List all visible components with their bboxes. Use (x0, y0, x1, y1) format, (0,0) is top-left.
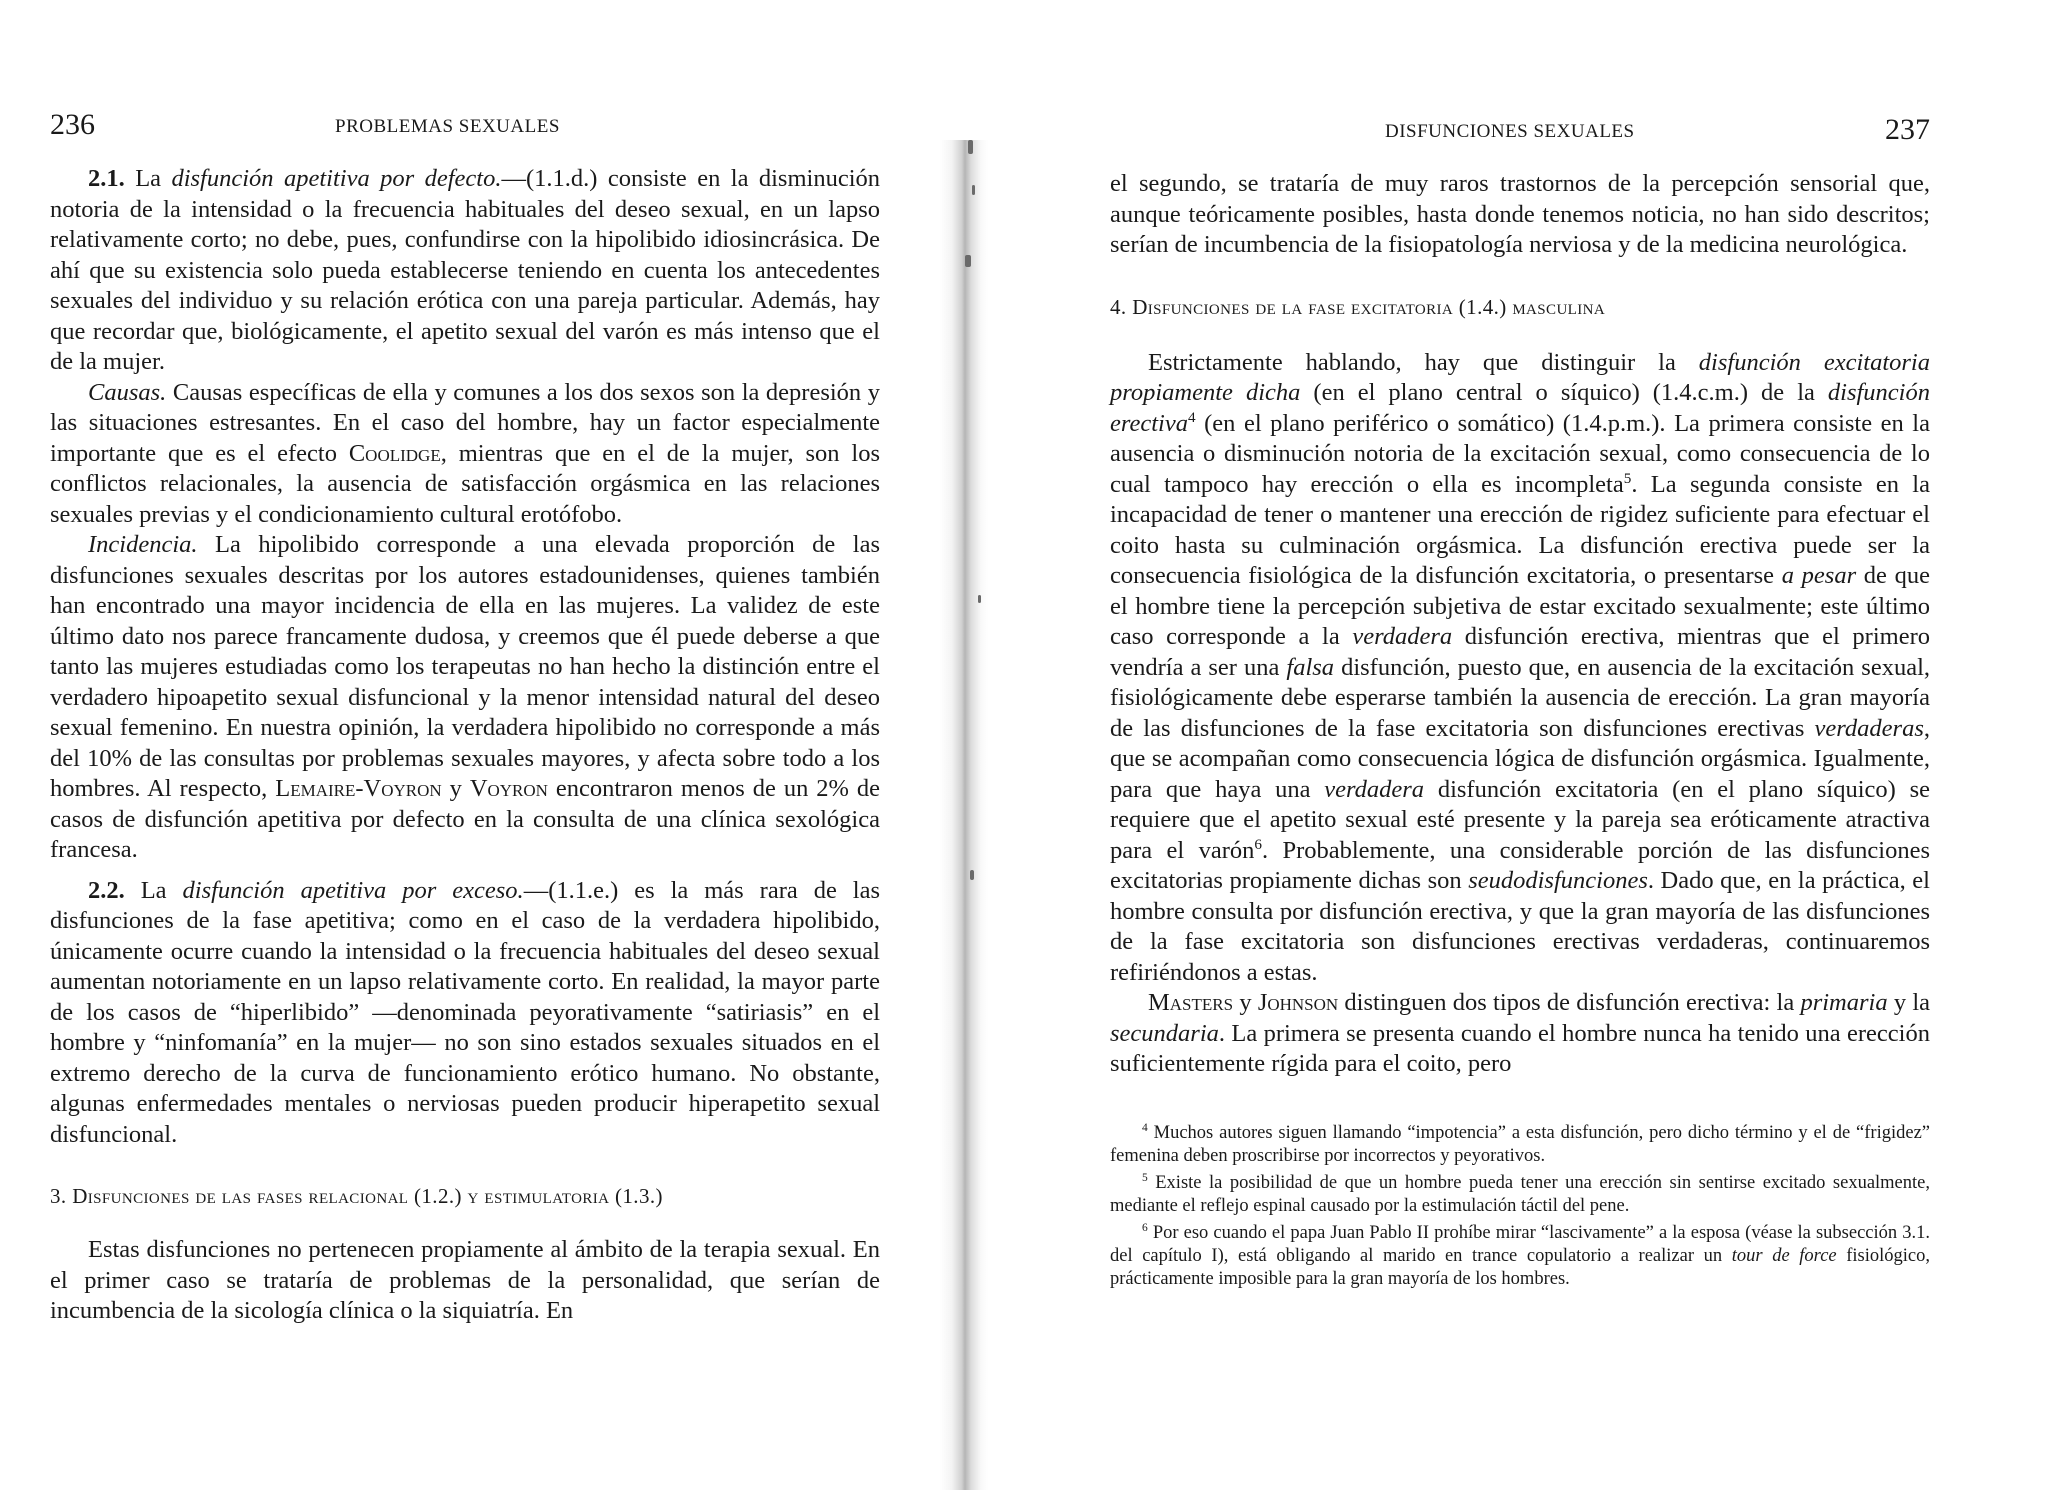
text-run: (en el plano periférico o somático) (1.4.p.m.). La primera consiste en la ausencia o disminución notoria de la excitación sexual, como consecuencia de lo cual tampoco hay erección o ella es incompleta (1110, 409, 1930, 498)
heading-number: 4. (1110, 294, 1127, 319)
footnote-ref: 4 (1188, 408, 1196, 426)
term-italic: disfunción apetitiva por exceso. (182, 876, 524, 904)
footnote-6 (1110, 1222, 1930, 1291)
incidencia-paragraph (50, 530, 880, 866)
author-name: Johnson (1257, 989, 1339, 1016)
footnote-text: Existe la posibilidad de que un hombre pueda tener una erección sin sentirse excitado sexualmente, mediante el reflejo espinal causado por la estimulación táctil del pene. (1110, 1172, 1930, 1216)
footnote-ref: 5 (1623, 469, 1632, 487)
text-run: de que el hombre tiene la percepción subjetiva de estar excitado sexualmente; este último caso corresponde a la (1110, 562, 1930, 650)
masters-johnson-paragraph (1110, 988, 1930, 1080)
right-page-header (1110, 113, 1930, 163)
footnote-number: 5 (1142, 1171, 1148, 1184)
term-italic: verdadera (1352, 623, 1453, 650)
footnote-text: Muchos autores siguen llamando “impotencia” a esta disfunción, pero dicho término y el de “frigidez” femenina deben proscribirse por incorrectos y peyorativos. (1110, 1122, 1930, 1166)
text-run: y la (1887, 989, 1931, 1016)
causas-paragraph (50, 378, 880, 531)
text-run: La hipolibido corresponde a una elevada proporción de las disfunciones sexuales descritas por los autores estadounidenses, quienes también han encontrado una mayor incidencia de ella en las mujeres. La validez de este último dato nos parece francamente dudosa, y creemos que él puede deberse a que tanto las mujeres estudiadas como los terapeutas no han hecho la distinción entre el verdadero hipoapetito sexual disfuncional y la menor intensidad natural del deseo sexual femenino. En nuestra opinión, la verdadera hipolibido no corresponde a más del 10% de las consultas por problemas sexuales mayores, y afecta sobre todo a los hombres. Al respecto, (50, 531, 880, 802)
section-3-paragraph: Estas disfunciones no pertenecen propiamente al ámbito de la terapia sexual. En el primer caso se trataría de problemas de la personalidad, que serían de incumbencia de la sicología clínica o la siquiatría. En (50, 1236, 880, 1324)
text-run: , mientras que en el de la mujer, son los conflictos relacionales, la ausencia de satisfacción orgásmica en las relaciones sexuales previas y el condicionamiento cultural erotófobo. (50, 439, 881, 528)
term-italic: primaria (1800, 989, 1888, 1016)
section-number: 2.2. (88, 876, 125, 904)
text-run: La (135, 165, 162, 192)
text-run: encontraron menos de un 2% de casos de disfunción apetitiva por defecto en la consulta de una clínica sexológica francesa. (50, 775, 880, 863)
left-page (50, 108, 880, 1327)
section-2-1-paragraph (50, 164, 880, 378)
footnote-4 (1110, 1122, 1930, 1168)
gutter-speck (972, 185, 975, 195)
gutter-speck (970, 870, 974, 880)
text-run: disfunción erectiva, mientras que el primero vendría a ser una (1110, 623, 1930, 681)
text-run: La (140, 876, 167, 904)
text-run: disfunción, puesto que, en ausencia de la excitación sexual, fisiológicamente debe esperarse también la ausencia de erección. La gran mayoría de las disfunciones de la fase excitatoria son disfunciones erectivas (1110, 653, 1931, 742)
text-run: Estrictamente hablando, hay que distinguir la (1148, 348, 1699, 376)
author-name: Voyron (469, 775, 548, 802)
page-number: 237 (1885, 113, 1930, 146)
heading-text: Disfunciones de las fases relacional (1.2.) y estimulatoria (1.3.) (72, 1184, 663, 1208)
text-run: . La primera se presenta cuando el hombre nunca ha tenido una erección suficientemente rígida para el coito, pero (1110, 1019, 1930, 1077)
term-italic: disfunción erectiva (1110, 379, 1930, 437)
section-3-heading (50, 1184, 880, 1209)
author-name: Coolidge (348, 439, 441, 467)
text-run: . Dado que, en la práctica, el hombre consulta por disfunción erectiva, y que la gran mayoría de las disfunciones de la fase excitatoria son disfunciones erectivas verdaderas, continuaremos refiriéndonos a estas. (1110, 867, 1930, 986)
text-run: disfunción excitatoria (en el plano síquico) se requiere que el apetito sexual esté presente y la pareja sea eróticamente atractiva para el varón (1110, 775, 1930, 864)
term-italic: a pesar (1781, 562, 1857, 589)
text-run: y (441, 775, 470, 802)
heading-number: 3. (50, 1184, 67, 1208)
text-run: (en el plano central o síquico) (1.4.c.m.) de la (1300, 379, 1828, 406)
footnote-number: 6 (1142, 1221, 1148, 1234)
heading-text: Disfunciones de la fase excitatoria (1.4.) masculina (1132, 294, 1606, 319)
author-name: Masters (1148, 989, 1234, 1016)
footnote-ref: 6 (1254, 835, 1262, 853)
term-italic: disfunción excitatoria propiamente dicha (1110, 348, 1930, 406)
excitatoria-paragraph (1110, 348, 1930, 989)
footnote-number: 4 (1142, 1121, 1148, 1134)
paragraph-label: Incidencia. (88, 531, 198, 558)
gutter-speck (965, 255, 971, 267)
author-name: Lemaire-Voyron (275, 775, 442, 802)
term-italic: verdadera (1324, 775, 1425, 803)
text-run: y (1233, 989, 1258, 1016)
footnotes (1110, 1122, 1930, 1291)
footnote-5 (1110, 1172, 1930, 1218)
term-italic: disfunción apetitiva por defecto. (171, 165, 502, 192)
footnote-italic: tour de force (1731, 1245, 1837, 1266)
running-head: DISFUNCIONES SEXUALES (1385, 121, 1635, 142)
left-page-header (50, 108, 880, 158)
paragraph-label: Causas. (88, 378, 167, 406)
text-run: , que se acompañan como consecuencia lógica de disfunción orgásmica. Igualmente, para que haya una (1110, 714, 1930, 803)
footnote-text: Por eso cuando el papa Juan Pablo II prohíbe mirar “lascivamente” a la esposa (véase la subsección 3.1. del capítulo I), está obligando al marido en trance copulatorio a realizar un (1110, 1222, 1930, 1266)
right-page (1110, 113, 1930, 1295)
term-italic: seudodisfunciones (1468, 867, 1648, 894)
book-gutter-shadow (940, 140, 988, 1490)
text-run: Causas específicas de ella y comunes a los dos sexos son la depresión y las situaciones estresantes. En el caso del hombre, hay un factor especialmente importante que es el efecto (50, 378, 880, 467)
section-2-2-paragraph (50, 876, 880, 1151)
text-run: —(1.1.d.) consiste en la disminución notoria de la intensidad o la frecuencia habituales del deseo sexual, en un lapso relativamente corto; no debe, pues, confundirse con la hipolibido idiosincrásica. De ahí que su existencia solo pueda establecerse teniendo en cuenta los antecedentes sexuales del individuo y su relación erótica con una pareja particular. Además, hay que recordar que, biológicamente, el apetito sexual del varón es más intenso que el de la mujer. (50, 165, 881, 375)
text-run: —(1.1.e.) es la más rara de las disfunciones de la fase apetitiva; como en el caso de la verdadera hipolibido, únicamente ocurre cuando la intensidad o la frecuencia habituales del deseo sexual aumentan notoriamente en un lapso relativamente corto. En realidad, la mayor parte de los casos de “hiperlibido” —denominada peyorativamente “satiriasis” en el hombre y “ninfomanía” en la mujer— no son sino estados sexuales situados en el extremo derecho de la curva de funcionamiento erótico humano. No obstante, algunas enfermedades mentales o nerviosas pueden producir hiperapetito sexual disfuncional. (50, 876, 881, 1148)
footnote-text: fisiológico, prácticamente imposible para la gran mayoría de los hombres. (1110, 1245, 1930, 1289)
term-italic: verdaderas (1814, 714, 1924, 742)
page-number: 236 (50, 108, 95, 141)
continuation-paragraph: el segundo, se trataría de muy raros trastornos de la percepción sensorial que, aunque teóricamente posibles, hasta donde tenemos noticia, no han sido descritos; serían de incumbencia de la fisiopatología nerviosa y de la medicina neurológica. (1110, 170, 1930, 258)
gutter-speck (978, 595, 981, 603)
text-run: . La segunda consiste en la incapacidad de tener o mantener una erección de rigidez suficiente para efectuar el coito hasta su culminación orgásmica. La disfunción erectiva puede ser la consecuencia fisiológica de la disfunción excitatoria, o presentarse (1110, 470, 1930, 589)
section-4-heading (1110, 295, 1930, 320)
text-run: distinguen dos tipos de disfunción erectiva: la (1338, 989, 1801, 1016)
term-italic: falsa (1286, 653, 1335, 681)
term-italic: secundaria (1110, 1019, 1219, 1047)
section-number: 2.1. (88, 165, 125, 192)
running-head: PROBLEMAS SEXUALES (335, 116, 560, 137)
gutter-speck (968, 140, 973, 154)
text-run: . Probablemente, una considerable porción de las disfunciones excitatorias propiamente dichas son (1110, 836, 1930, 894)
